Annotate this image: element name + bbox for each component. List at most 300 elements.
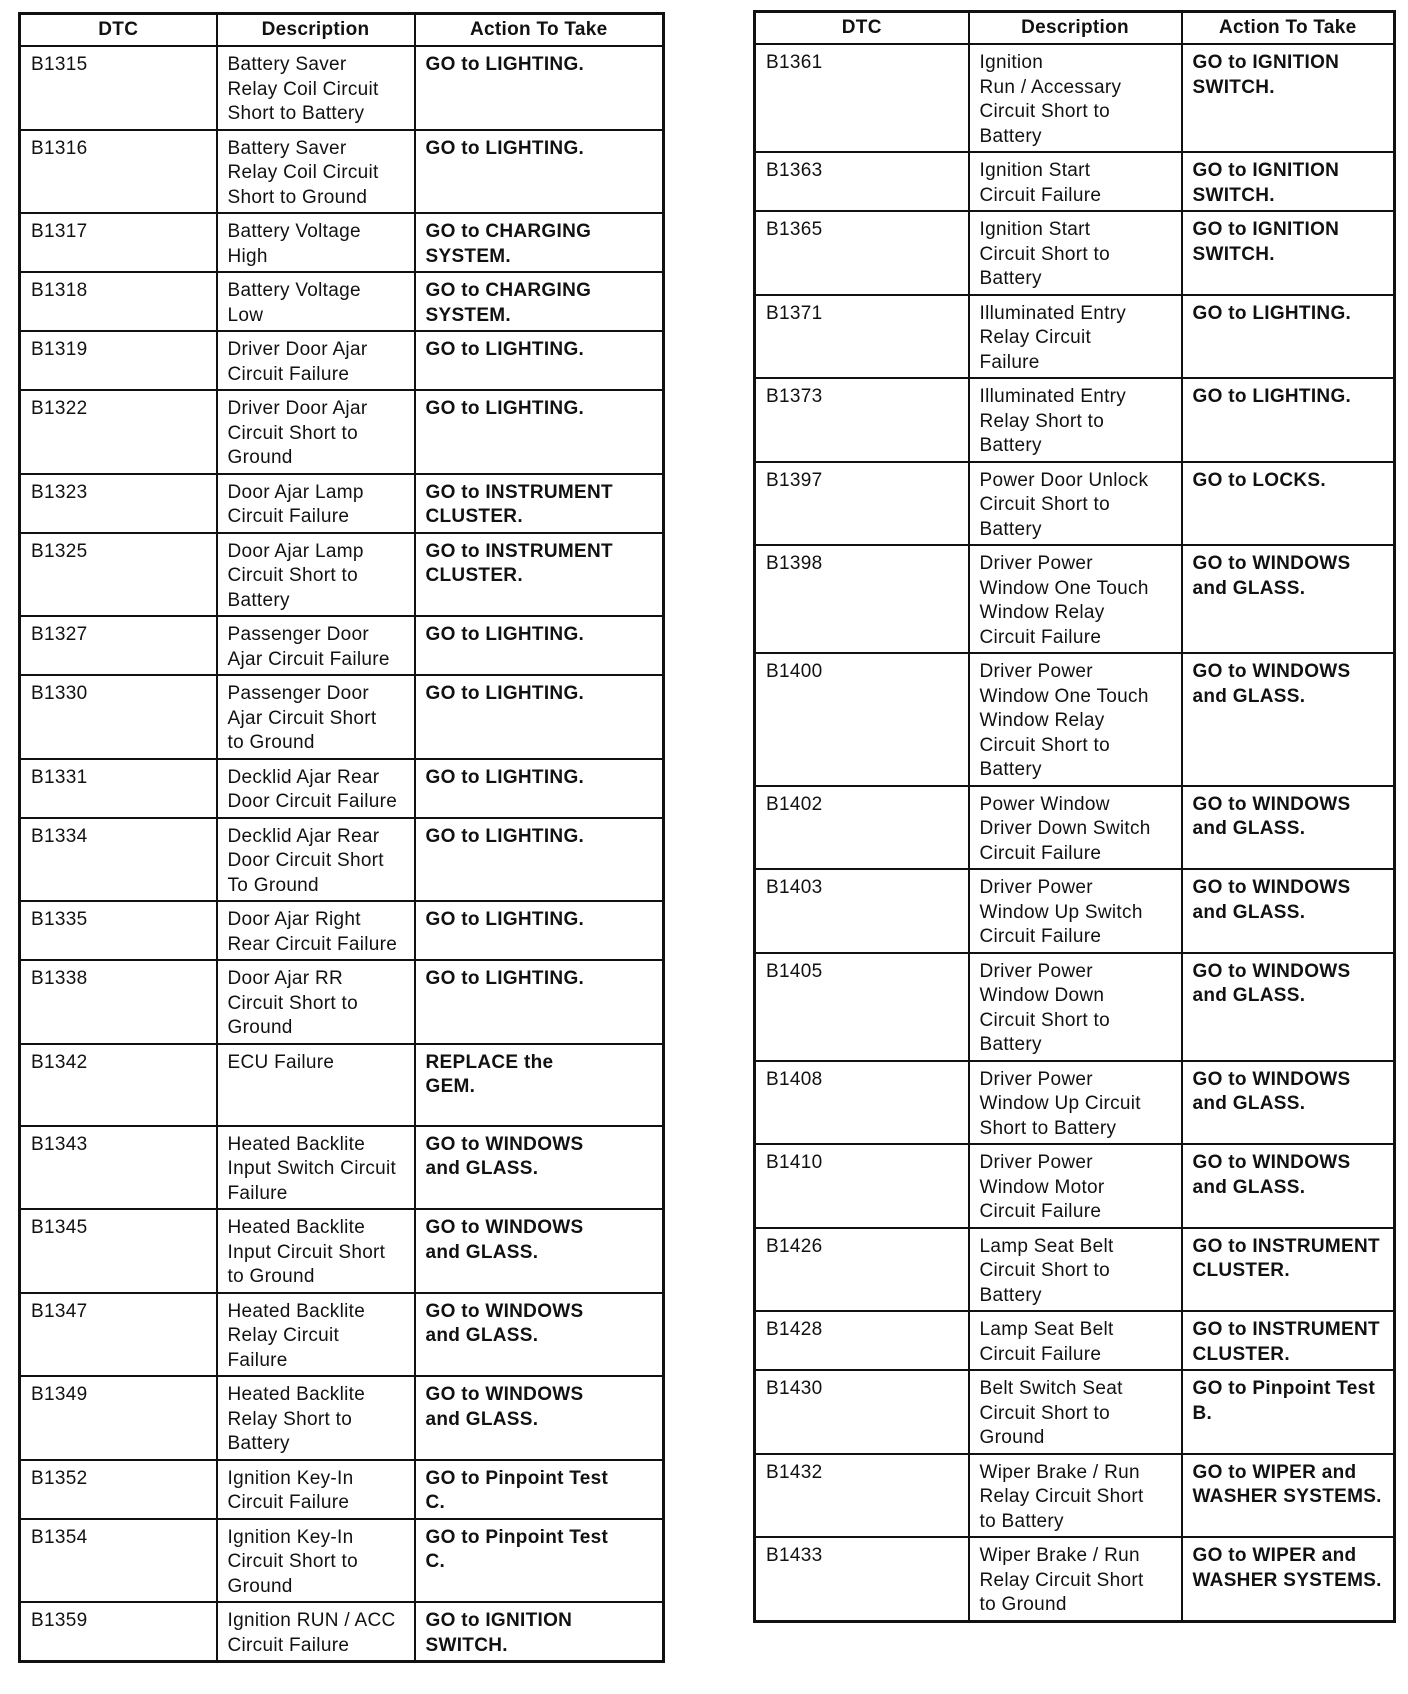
description-cell-line: Failure (979, 351, 1040, 373)
description-cell-line: Decklid Ajar Rear (227, 825, 380, 847)
dtc-code: B1432 (755, 1454, 969, 1538)
table-row (20, 675, 664, 759)
dtc-code: B1323 (20, 474, 217, 533)
description-header: Description (969, 12, 1182, 45)
table-row (20, 130, 664, 214)
description-cell-line: Driver Door Ajar (227, 339, 368, 360)
description-cell (969, 786, 1182, 870)
table-row (20, 901, 664, 960)
table-row (20, 616, 664, 675)
table-row (755, 1228, 1395, 1312)
description-cell (969, 1454, 1182, 1538)
description-cell-line: Illuminated Entry (979, 302, 1127, 324)
dtc-code: B1402 (755, 786, 969, 870)
dtc-code: B1331 (20, 759, 217, 818)
description-cell-line: Circuit Short to (227, 422, 358, 444)
description-cell (969, 44, 1182, 152)
description-cell-line: Window Relay (979, 710, 1105, 731)
description-cell-line: Battery (979, 268, 1042, 289)
action-cell (1182, 1537, 1395, 1621)
dtc-code: B1361 (755, 44, 969, 152)
table-row (755, 295, 1395, 379)
action-cell-line: SWITCH. (1192, 76, 1275, 98)
action-cell-line: GO to WIPER and (1192, 1461, 1357, 1483)
action-cell-line: GO to WINDOWS (425, 1384, 584, 1405)
description-cell-line: Short to Ground (227, 186, 368, 208)
description-cell-line: Ground (227, 1575, 293, 1597)
action-cell (1182, 1370, 1395, 1454)
action-cell-line: CLUSTER. (1192, 1343, 1290, 1365)
description-cell-line: Heated Backlite (227, 1300, 366, 1322)
description-cell-line: Decklid Ajar Rear (227, 766, 380, 788)
description-cell-line: Passenger Door (227, 683, 369, 704)
description-cell-line: Relay Circuit (979, 327, 1092, 348)
table-row (20, 1519, 664, 1603)
description-cell (217, 390, 415, 474)
description-cell-line: Circuit Failure (227, 363, 350, 385)
action-cell (1182, 653, 1395, 786)
dtc-code: B1349 (20, 1376, 217, 1460)
description-cell (217, 474, 415, 533)
description-cell-line: Battery (979, 1284, 1042, 1306)
description-cell-line: Failure (227, 1349, 288, 1371)
description-cell-line: Relay Coil Circuit (227, 78, 379, 100)
description-cell-line: Circuit Short to (979, 1260, 1110, 1281)
description-cell-line: Driver Power (979, 661, 1093, 682)
action-cell (1182, 786, 1395, 870)
description-cell-line: Battery (227, 589, 290, 611)
action-cell (415, 675, 664, 759)
table-row (20, 331, 664, 390)
action-cell (415, 272, 664, 331)
action-cell (415, 533, 664, 617)
dtc-code: B1327 (20, 616, 217, 675)
table-row (755, 1311, 1395, 1370)
dtc-code: B1330 (20, 675, 217, 759)
action-cell (1182, 462, 1395, 546)
description-cell (969, 462, 1182, 546)
action-cell (415, 1209, 664, 1293)
action-cell-line: and GLASS. (1192, 901, 1306, 923)
description-cell (217, 533, 415, 617)
description-cell-line: Run / Accessary (979, 76, 1122, 98)
description-cell-line: Window One Touch (979, 577, 1149, 599)
action-cell-line: GO to INSTRUMENT (425, 481, 613, 503)
description-cell-line: to Ground (979, 1594, 1067, 1615)
description-cell-line: Relay Circuit Short (979, 1569, 1144, 1591)
description-cell-line: Door Ajar RR (227, 968, 344, 989)
table-row (755, 653, 1395, 786)
table-row (755, 1454, 1395, 1538)
description-cell (217, 616, 415, 675)
dtc-code: B1317 (20, 213, 217, 272)
table-row (755, 953, 1395, 1061)
description-cell-line: Power Door Unlock (979, 469, 1149, 491)
description-cell-line: to Ground (227, 732, 315, 753)
action-cell-line: GO to WINDOWS (1192, 1068, 1351, 1090)
action-cell-line: GO to INSTRUMENT (1192, 1235, 1380, 1257)
description-cell (969, 378, 1182, 462)
description-cell-line: Window Motor (979, 1176, 1105, 1198)
action-cell-line: GO to LIGHTING. (425, 398, 585, 419)
action-cell-line: GO to LIGHTING. (425, 825, 585, 847)
action-cell-line: GO to LIGHTING. (425, 137, 585, 159)
dtc-code: B1371 (755, 295, 969, 379)
description-cell-line: Battery (979, 435, 1042, 456)
action-cell-line: and GLASS. (425, 1241, 539, 1263)
description-cell-line: Circuit Failure (979, 926, 1102, 947)
action-cell-line: GO to LIGHTING. (425, 968, 585, 989)
description-cell-line: Circuit Short to (979, 1009, 1110, 1031)
description-cell-line: Circuit Failure (979, 1201, 1102, 1222)
action-cell (415, 1044, 664, 1126)
dtc-code: B1345 (20, 1209, 217, 1293)
table-row (20, 1293, 664, 1377)
description-cell (969, 653, 1182, 786)
description-cell-line: Circuit Failure (227, 1634, 350, 1656)
description-cell (217, 675, 415, 759)
action-cell-line: CLUSTER. (425, 506, 523, 527)
action-cell-line: GO to LIGHTING. (1192, 302, 1352, 324)
dtc-code: B1398 (755, 545, 969, 653)
description-cell-line: Circuit Failure (979, 1343, 1102, 1365)
action-cell-line: GO to Pinpoint Test (1192, 1378, 1376, 1399)
action-cell-line: GO to WINDOWS (425, 1133, 584, 1155)
description-cell (217, 272, 415, 331)
action-cell (415, 1376, 664, 1460)
action-cell-line: and GLASS. (425, 1408, 539, 1430)
action-cell-line: GO to IGNITION (425, 1610, 573, 1631)
action-cell-line: GO to INSTRUMENT (1192, 1319, 1380, 1340)
table-row (20, 1126, 664, 1210)
action-cell (1182, 211, 1395, 295)
description-cell-line: Relay Circuit (227, 1325, 340, 1346)
table-row (20, 213, 664, 272)
dtc-code: B1315 (20, 46, 217, 130)
table-row (20, 474, 664, 533)
description-cell (969, 295, 1182, 379)
dtc-code: B1403 (755, 869, 969, 953)
description-cell (217, 1209, 415, 1293)
dtc-code: B1316 (20, 130, 217, 214)
description-cell (217, 1602, 415, 1662)
table-row (755, 152, 1395, 211)
table-row (755, 869, 1395, 953)
description-cell-line: Ajar Circuit Failure (227, 648, 390, 670)
dtc-code: B1335 (20, 901, 217, 960)
description-cell-line: To Ground (227, 874, 319, 896)
description-header: Description (217, 14, 415, 47)
action-cell (415, 818, 664, 902)
action-cell (415, 901, 664, 960)
description-cell-line: Heated Backlite (227, 1217, 366, 1238)
description-cell (217, 901, 415, 960)
action-cell-line: and GLASS. (425, 1158, 539, 1179)
table-row (20, 1602, 664, 1662)
action-cell-line: GO to LOCKS. (1192, 469, 1326, 491)
action-cell (1182, 1144, 1395, 1228)
action-cell-line: and GLASS. (425, 1325, 539, 1346)
description-cell-line: Door Ajar Lamp (227, 540, 364, 562)
description-cell (969, 1311, 1182, 1370)
table-row (20, 960, 664, 1044)
description-cell (217, 1293, 415, 1377)
description-cell-line: Heated Backlite (227, 1133, 366, 1155)
description-cell-line: Driver Power (979, 960, 1093, 982)
action-cell (415, 1293, 664, 1377)
action-cell-line: GO to IGNITION (1192, 219, 1340, 240)
description-cell-line: Battery Voltage (227, 280, 361, 301)
description-cell-line: Circuit Short to (979, 1402, 1110, 1424)
action-cell-line: GO to WINDOWS (1192, 877, 1351, 898)
description-cell-line: Power Window (979, 793, 1110, 815)
description-cell (969, 1144, 1182, 1228)
description-cell-line: Ignition Key-In (227, 1467, 354, 1489)
action-cell (415, 130, 664, 214)
description-cell-line: Circuit Failure (979, 626, 1102, 648)
description-cell-line: Door Ajar Right (227, 909, 361, 930)
description-cell-line: Rear Circuit Failure (227, 933, 398, 955)
action-cell-line: CLUSTER. (1192, 1260, 1290, 1281)
description-cell (217, 331, 415, 390)
action-cell-line: GO to IGNITION (1192, 52, 1340, 73)
dtc-code: B1426 (755, 1228, 969, 1312)
dtc-table-left (18, 12, 665, 1663)
action-cell (415, 1126, 664, 1210)
action-cell-line: GO to WIPER and (1192, 1545, 1357, 1566)
description-cell-line: Circuit Failure (979, 184, 1102, 206)
action-cell-line: GO to LIGHTING. (425, 54, 585, 75)
description-cell-line: Lamp Seat Belt (979, 1319, 1114, 1340)
description-cell-line: Battery Saver (227, 54, 347, 75)
description-cell (217, 759, 415, 818)
dtc-code: B1319 (20, 331, 217, 390)
dtc-code: B1363 (755, 152, 969, 211)
dtc-code: B1342 (20, 1044, 217, 1126)
action-cell-line: and GLASS. (1192, 1093, 1306, 1114)
table-row (755, 1061, 1395, 1145)
action-cell-line: GO to LIGHTING. (425, 909, 585, 930)
description-cell-line: Circuit Failure (227, 1492, 350, 1513)
description-cell-line: Driver Down Switch (979, 818, 1151, 839)
action-header: Action To Take (1182, 12, 1395, 45)
description-cell-line: Ignition Start (979, 160, 1091, 181)
table-row (755, 211, 1395, 295)
table-row (20, 1376, 664, 1460)
description-cell-line: Circuit Failure (979, 842, 1102, 864)
action-cell-line: C. (425, 1551, 446, 1572)
dtc-code: B1430 (755, 1370, 969, 1454)
table-row (755, 462, 1395, 546)
table-row (755, 1144, 1395, 1228)
description-cell-line: Ajar Circuit Short (227, 707, 377, 729)
description-cell-line: ECU Failure (227, 1051, 335, 1073)
description-cell-line: Battery (227, 1433, 290, 1454)
action-cell-line: WASHER SYSTEMS. (1192, 1569, 1382, 1591)
dtc-code: B1354 (20, 1519, 217, 1603)
description-cell-line: Ignition RUN / ACC (227, 1610, 396, 1631)
action-cell (415, 46, 664, 130)
description-cell-line: Short to Battery (227, 103, 365, 124)
description-cell-line: Window One Touch (979, 685, 1149, 707)
description-cell-line: Wiper Brake / Run (979, 1461, 1140, 1483)
description-cell-line: Low (227, 304, 264, 326)
action-cell-line: and GLASS. (1192, 1176, 1306, 1198)
description-cell (969, 1370, 1182, 1454)
action-cell (1182, 295, 1395, 379)
description-cell (217, 1044, 415, 1126)
description-cell-line: Battery (979, 125, 1042, 147)
description-cell-line: Wiper Brake / Run (979, 1545, 1140, 1566)
action-cell (1182, 869, 1395, 953)
description-cell-line: Input Switch Circuit (227, 1158, 397, 1179)
description-cell-line: Driver Power (979, 1068, 1093, 1090)
description-cell-line: Window Relay (979, 602, 1105, 623)
description-cell-line: Short to Battery (979, 1117, 1117, 1139)
action-cell-line: SYSTEM. (425, 245, 512, 267)
description-cell-line: Window Up Switch (979, 901, 1143, 923)
table-row (20, 759, 664, 818)
description-cell (217, 1460, 415, 1519)
description-cell-line: Circuit Short to (979, 101, 1110, 122)
action-cell (1182, 1311, 1395, 1370)
table-row (20, 533, 664, 617)
dtc-code: B1325 (20, 533, 217, 617)
table-row (755, 44, 1395, 152)
dtc-code: B1433 (755, 1537, 969, 1621)
action-cell-line: GO to WINDOWS (1192, 1152, 1351, 1173)
description-cell (969, 211, 1182, 295)
action-cell-line: GO to CHARGING (425, 221, 592, 242)
action-cell-line: GO to WINDOWS (1192, 960, 1351, 982)
dtc-header: DTC (755, 12, 969, 45)
description-cell-line: Circuit Short to (979, 494, 1110, 515)
action-cell-line: CLUSTER. (425, 565, 523, 586)
action-cell (1182, 378, 1395, 462)
action-cell-line: and GLASS. (1192, 985, 1306, 1006)
description-cell-line: to Battery (979, 1510, 1064, 1532)
action-cell-line: GO to WINDOWS (1192, 793, 1351, 815)
description-cell-line: Driver Power (979, 1152, 1093, 1173)
description-cell-line: Window Down (979, 985, 1105, 1006)
header-row (755, 12, 1395, 45)
description-cell (969, 953, 1182, 1061)
dtc-code: B1322 (20, 390, 217, 474)
description-cell (969, 1228, 1182, 1312)
description-cell-line: Circuit Short to (227, 1551, 358, 1572)
dtc-code: B1405 (755, 953, 969, 1061)
dtc-table-right (753, 10, 1396, 1623)
action-cell (415, 331, 664, 390)
description-cell-line: Ignition Start (979, 219, 1091, 240)
description-cell-line: Relay Circuit Short (979, 1486, 1144, 1507)
action-cell-line: GO to LIGHTING. (425, 339, 585, 360)
table-row (20, 1460, 664, 1519)
description-cell-line: Ignition (979, 52, 1044, 73)
dtc-code: B1410 (755, 1144, 969, 1228)
action-cell (415, 616, 664, 675)
description-cell-line: Failure (227, 1182, 288, 1204)
dtc-code: B1408 (755, 1061, 969, 1145)
description-cell-line: Battery Voltage (227, 221, 361, 242)
dtc-code: B1359 (20, 1602, 217, 1662)
description-cell (217, 1126, 415, 1210)
action-cell-line: SWITCH. (425, 1634, 508, 1656)
action-cell (1182, 1061, 1395, 1145)
action-cell-line: REPLACE the (425, 1051, 554, 1073)
description-cell-line: Battery Saver (227, 137, 347, 159)
action-cell-line: GO to Pinpoint Test (425, 1526, 609, 1548)
description-cell (969, 1537, 1182, 1621)
action-cell-line: C. (425, 1492, 446, 1513)
description-cell-line: Door Ajar Lamp (227, 481, 364, 503)
action-cell (415, 1460, 664, 1519)
action-cell (1182, 1454, 1395, 1538)
action-cell-line: GO to LIGHTING. (425, 683, 585, 704)
description-cell-line: Circuit Short to (979, 243, 1110, 265)
dtc-code: B1343 (20, 1126, 217, 1210)
action-cell-line: SWITCH. (1192, 184, 1275, 206)
description-cell (969, 1061, 1182, 1145)
action-cell-line: GO to CHARGING (425, 280, 592, 301)
description-cell-line: Ignition Key-In (227, 1526, 354, 1548)
description-cell-line: Circuit Failure (227, 506, 350, 527)
description-cell (217, 818, 415, 902)
description-cell (217, 1376, 415, 1460)
dtc-code: B1365 (755, 211, 969, 295)
dtc-code: B1400 (755, 653, 969, 786)
action-cell-line: GO to WINDOWS (1192, 553, 1351, 574)
dtc-code: B1352 (20, 1460, 217, 1519)
action-cell-line: WASHER SYSTEMS. (1192, 1486, 1382, 1507)
action-cell-line: GO to LIGHTING. (425, 624, 585, 645)
description-cell (969, 152, 1182, 211)
description-cell-line: Ground (979, 1427, 1045, 1448)
table-row (20, 1044, 664, 1126)
action-cell (415, 960, 664, 1044)
action-cell-line: GEM. (425, 1076, 476, 1097)
table-row (20, 1209, 664, 1293)
description-cell (217, 960, 415, 1044)
header-row (20, 14, 664, 47)
description-cell (217, 130, 415, 214)
action-cell-line: GO to IGNITION (1192, 160, 1340, 181)
description-cell-line: Driver Door Ajar (227, 398, 368, 419)
description-cell-line: Illuminated Entry (979, 386, 1127, 407)
action-cell (1182, 44, 1395, 152)
description-cell-line: Driver Power (979, 877, 1093, 898)
description-cell-line: Heated Backlite (227, 1384, 366, 1405)
action-header: Action To Take (415, 14, 664, 47)
description-cell (969, 545, 1182, 653)
action-cell (415, 390, 664, 474)
action-cell (415, 1602, 664, 1662)
action-cell-line: SYSTEM. (425, 304, 512, 326)
action-cell (415, 213, 664, 272)
dtc-code: B1334 (20, 818, 217, 902)
table-row (755, 1537, 1395, 1621)
action-cell (1182, 545, 1395, 653)
description-cell (217, 213, 415, 272)
description-cell-line: Ground (227, 447, 293, 468)
table-row (20, 390, 664, 474)
description-cell-line: Relay Short to (979, 410, 1105, 432)
action-cell (415, 759, 664, 818)
description-cell-line: Driver Power (979, 553, 1093, 574)
description-cell-line: Circuit Short to (227, 992, 358, 1014)
action-cell (415, 474, 664, 533)
dtc-code: B1318 (20, 272, 217, 331)
